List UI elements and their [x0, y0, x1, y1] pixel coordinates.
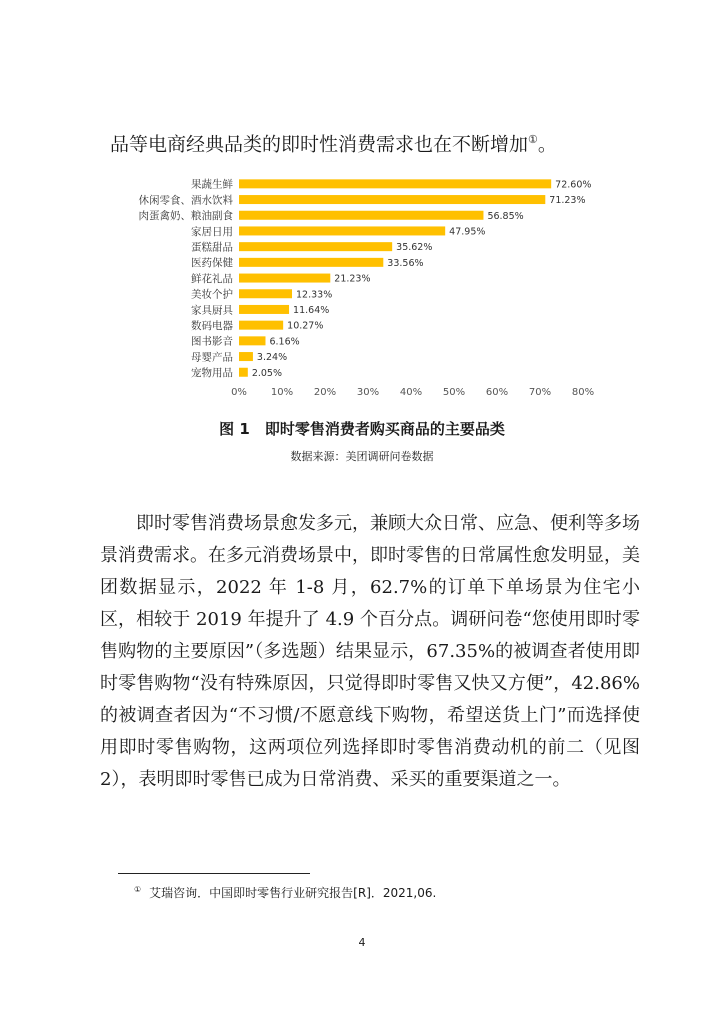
- footnote: [134, 884, 436, 901]
- x-tick-label: 10%: [270, 387, 294, 398]
- value-label: 21.23%: [334, 273, 371, 285]
- bar: [239, 211, 483, 220]
- body-paragraph: 即时零售消费场景愈发多元，兼顾大众日常、应急、便利等多场景消费需求。在多元消费场景中，即时零售的日常属性愈发明显，美团数据显示，2022 年 1-8 月，62.7%的订单下单场景为住宅小区，相较于 2019 年提升了 4.9 个百分点。调研问卷“您使用即时零售购物的主要原因”（多选题）结果显示，67.35%的被调查者使用即时零售购物“没有特殊原因，只觉得即时零售又快又方便”，42.86%的被调查者因为“不习惯/不愿意线下购物，希望送货上门”而选择使用即时零售购物，这两项位列选择即时零售消费动机的前二（见图 2），表明即时零售已成为日常消费、采买的重要渠道之一。: [100, 513, 640, 790]
- value-label: 35.62%: [396, 242, 433, 254]
- bar: [239, 368, 248, 377]
- bar: [239, 195, 545, 204]
- intro-footnote-mark[interactable]: ①: [528, 133, 538, 146]
- value-label: 11.64%: [293, 304, 330, 316]
- x-tick-label: 20%: [313, 387, 337, 398]
- bar: [239, 321, 283, 330]
- intro-text: 品等电商经典品类的即时性消费需求也在不断增加: [110, 133, 529, 156]
- value-label: 2.05%: [251, 367, 283, 379]
- category-label: 肉蛋禽奶、粮油副食: [138, 210, 233, 223]
- x-tick-label: 40%: [399, 387, 423, 398]
- category-label: 数码电器: [191, 319, 233, 332]
- x-tick-label: 0%: [231, 387, 247, 398]
- category-label: 宠物用品: [191, 367, 233, 380]
- x-tick-label: 80%: [571, 387, 595, 398]
- category-label: 医药保健: [191, 257, 233, 270]
- figure-source: 数据来源：美团调研问卷数据: [290, 450, 434, 463]
- bar: [239, 258, 383, 267]
- figure-caption: 图 1 即时零售消费者购买商品的主要品类: [219, 420, 505, 438]
- x-tick-label: 30%: [356, 387, 380, 398]
- value-label: 71.23%: [549, 195, 586, 207]
- bar: [239, 289, 292, 298]
- body-text: [100, 508, 640, 796]
- value-label: 56.85%: [487, 210, 524, 222]
- x-tick-label: 50%: [442, 387, 466, 398]
- intro-line: [110, 126, 630, 158]
- category-label: 美妆个护: [191, 288, 233, 301]
- bar: [239, 242, 392, 251]
- bar: [239, 352, 253, 361]
- value-label: 10.27%: [287, 320, 324, 332]
- bar: [239, 274, 330, 283]
- bar: [239, 179, 551, 188]
- value-label: 6.16%: [269, 336, 300, 348]
- intro-end: 。: [537, 133, 557, 156]
- bar: [239, 305, 289, 314]
- category-label: 蛋糕甜品: [191, 241, 233, 254]
- x-tick-label: 70%: [528, 387, 552, 398]
- category-label: 母婴产品: [191, 351, 233, 364]
- bar-chart: [0, 168, 724, 408]
- x-tick-label: 60%: [485, 387, 509, 398]
- category-label: 休闲零食、酒水饮料: [138, 194, 233, 207]
- bar: [239, 336, 265, 345]
- value-label: 33.56%: [387, 257, 424, 269]
- footnote-mark: ①: [134, 885, 142, 894]
- bar: [239, 226, 445, 235]
- value-label: 3.24%: [256, 352, 288, 364]
- value-label: 12.33%: [296, 289, 333, 301]
- category-label: 家居日用: [191, 225, 233, 238]
- footnote-divider: [118, 873, 310, 874]
- category-label: 果蔬生鲜: [191, 178, 233, 191]
- page-number: 4: [358, 936, 366, 949]
- category-label: 图书影音: [191, 335, 233, 348]
- footnote-text: 艾瑞咨询．中国即时零售行业研究报告[R]．2021,06.: [149, 886, 437, 900]
- category-label: 家具厨具: [191, 304, 233, 317]
- value-label: 72.60%: [555, 179, 592, 191]
- value-label: 47.95%: [449, 226, 486, 238]
- category-label: 鲜花礼品: [191, 272, 233, 285]
